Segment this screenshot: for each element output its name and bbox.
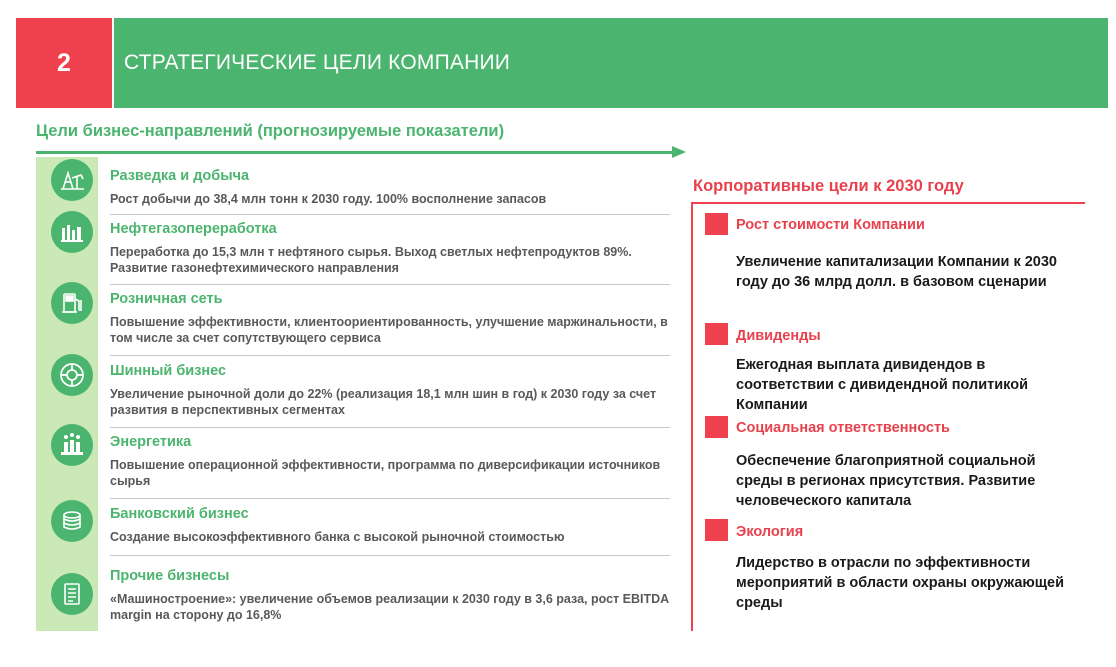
business-item-name: Банковский бизнес bbox=[110, 506, 249, 522]
business-item-exploration bbox=[110, 167, 670, 207]
section-arrow-line bbox=[36, 151, 676, 154]
goal-name-dividends: Дивиденды bbox=[736, 328, 821, 344]
business-item-name: Нефтегазопереработка bbox=[110, 221, 277, 237]
goal-desc-value: Увеличение капитализации Компании к 2030 году до 36 млрд долл. в базовом сценарии bbox=[736, 254, 1057, 290]
business-item-energy bbox=[110, 433, 670, 489]
coins-icon bbox=[51, 500, 93, 542]
slide-header bbox=[16, 18, 1108, 108]
goal-desc-ecology: Лидерство в отрасли по эффективности мероприятий в области охраны окружающей среды bbox=[736, 555, 1065, 611]
slide-title: СТРАТЕГИЧЕСКИЕ ЦЕЛИ КОМПАНИИ bbox=[124, 51, 511, 74]
goal-desc-social: Обеспечение благоприятной социальной среды в регионах присутствия. Развитие человеческого капитала bbox=[736, 453, 1036, 509]
goal-marker bbox=[705, 519, 728, 541]
divider bbox=[110, 555, 670, 556]
corporate-goals-title: Корпоративные цели к 2030 году bbox=[693, 177, 964, 195]
business-item-refining bbox=[110, 220, 670, 276]
fuel-pump-icon bbox=[51, 282, 93, 324]
business-item-name: Шинный бизнес bbox=[110, 363, 227, 379]
business-item-name: Разведка и добыча bbox=[110, 168, 250, 184]
divider bbox=[110, 498, 670, 499]
business-item-desc: Переработка до 15,3 млн т нефтяного сырья. Выход светлых нефтепродуктов 89%. Развитие газонефтехимического направления bbox=[110, 245, 632, 275]
business-item-name: Энергетика bbox=[110, 434, 192, 450]
refinery-icon bbox=[51, 211, 93, 253]
business-item-desc: «Машиностроение»: увеличение объемов реализации к 2030 году в 3,6 раза, рост EBITDA margin на сторону до 16,8% bbox=[110, 592, 669, 622]
business-item-other bbox=[110, 567, 670, 623]
divider bbox=[110, 355, 670, 356]
divider bbox=[110, 214, 670, 215]
business-item-name: Розничная сеть bbox=[110, 291, 223, 307]
business-item-desc: Увеличение рыночной доли до 22% (реализация 18,1 млн шин в год) к 2030 году за счет развития в перспективных сегментах bbox=[110, 387, 657, 417]
section-arrow-head bbox=[672, 146, 686, 158]
slide-number: 2 bbox=[16, 18, 112, 108]
business-item-tires bbox=[110, 362, 670, 418]
goal-name-value: Рост стоимости Компании bbox=[736, 217, 925, 233]
document-icon bbox=[51, 573, 93, 615]
business-item-banking bbox=[110, 505, 670, 545]
divider bbox=[110, 284, 670, 285]
business-item-desc: Рост добычи до 38,4 млн тонн к 2030 году. 100% восполнение запасов bbox=[110, 192, 547, 206]
business-item-desc: Создание высокоэффективного банка с высокой рыночной стоимостью bbox=[110, 530, 565, 544]
tire-icon bbox=[51, 354, 93, 396]
business-item-desc: Повышение операционной эффективности, программа по диверсификации источников сырья bbox=[110, 458, 661, 488]
goal-marker bbox=[705, 416, 728, 438]
divider bbox=[110, 427, 670, 428]
goal-marker bbox=[705, 213, 728, 235]
goal-name-ecology: Экология bbox=[736, 524, 804, 540]
business-item-name: Прочие бизнесы bbox=[110, 568, 230, 584]
oil-rig-icon bbox=[51, 159, 93, 201]
goal-marker bbox=[705, 323, 728, 345]
business-item-desc: Повышение эффективности, клиентоориентированность, улучшение маржинальности, в том числе за счет сопутствующего сервиса bbox=[110, 315, 668, 345]
goal-name-social: Социальная ответственность bbox=[736, 420, 950, 436]
goal-desc-dividends: Ежегодная выплата дивидендов в соответствии с дивидендной политикой Компании bbox=[736, 357, 1029, 413]
business-section-title: Цели бизнес-направлений (прогнозируемые показатели) bbox=[36, 122, 505, 140]
business-item-retail bbox=[110, 290, 670, 346]
power-plant-icon bbox=[51, 424, 93, 466]
